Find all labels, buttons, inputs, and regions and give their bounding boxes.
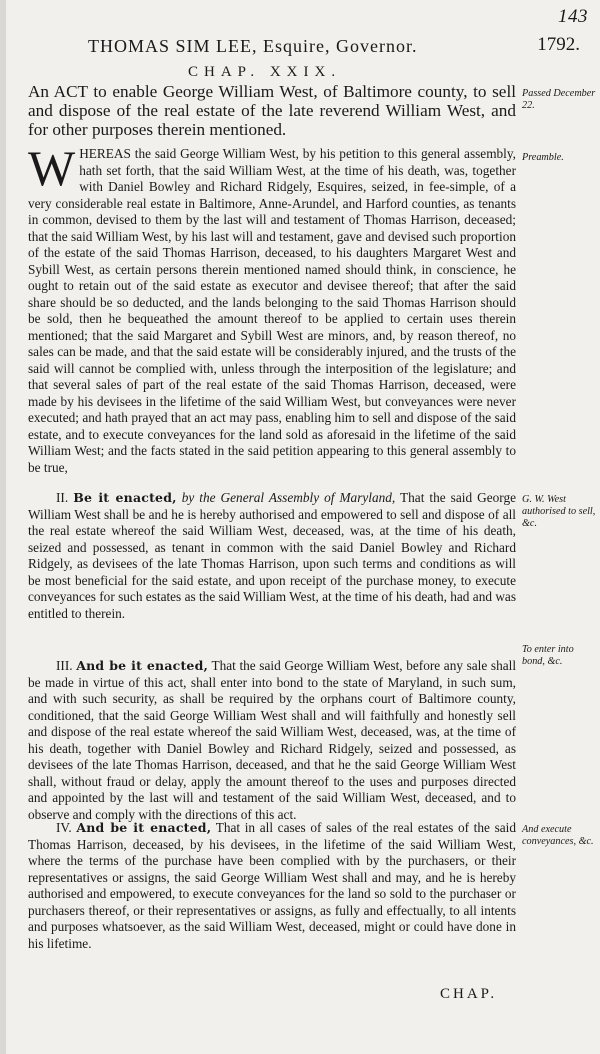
enacting-clause: Be it enacted, <box>73 490 177 505</box>
enacting-clause: And be it enacted, <box>76 820 212 835</box>
preamble <box>28 140 516 476</box>
margin-note-section-4: And execute conveyances, &c. <box>522 824 594 847</box>
margin-note-section-3: To enter into bond, &c. <box>522 644 574 667</box>
authority-clause: by the General Assembly of Maryland, <box>181 490 396 505</box>
section-3 <box>28 658 516 823</box>
section-number: IV. <box>56 820 72 835</box>
margin-note-preamble: Preamble. <box>522 152 564 163</box>
section-text: That the said George William West shall be and he is hereby authorised and empowered to sell and dispose of all the real estate whereof the said William West, deceased, was, at the time of his death, seized and possessed, as tenant in common with the said Daniel Bowley and Richard Ridgely, as devisees of the late Thomas Harrison, upon such terms and conditions as will be most beneficial for the said estate, and upon receipt of the purchase money, to execute conveyances for such estates as the said William West, at the time of his death, had and was entitled to therein. <box>28 490 516 621</box>
running-head-year: 1792. <box>537 34 580 55</box>
preamble-text: HEREAS the said George William West, by his petition to this general assembly, hath set forth, that the said William West, at the time of his death, was, together with Daniel Bowley and Richard Ridgely, Esquires, seized, in fee-simple, of a very considerable real estate in Baltimore, Anne-Arundel, and Harford counties, as tenants in common, devised to them by the last will and testament of Thomas Harrison, deceased; that the said William West, by his last will and testament, gave and devised such proportion of the estate of the said Thomas Harrison, deceased, to his daughters Margaret West and Sybill West, as certain persons therein mentioned named should think, in conscience, he ought to retain out of the said estate as executor and devisee thereof; that after the said share should be so deducted, and the lands belonging to the said Thomas Harrison should be sold, then he bequeathed the amount thereof to be applied to certain uses therein mentioned; that the said Margaret and Sybill West are minors, and, by reason thereof, no sales can be made, and that the said estate will be considerably injured, and the trusts of the said will cannot be complied with, unless through the interposition of the legislature; and that several sales of part of the real estate of the said Thomas Harrison, deceased, were made by his devisees in the lifetime of the said William West, but conveyances were never executed; and hath prayed that an act may pass, enabling him to sell and dispose of the said estate, and to execute conveyances for the land sold as aforesaid in the lifetime of the said William West; and the facts stated in the said petition appearing to this general assembly to be true, <box>28 146 516 475</box>
chapter-heading: CHAP. XXIX. <box>188 64 342 80</box>
act-title: An ACT to enable George William West, of Baltimore county, to sell and dispose of the real estate of the late reverend William West, and for other purposes therein mentioned. <box>28 82 516 139</box>
section-4 <box>28 820 516 952</box>
section-text: That in all cases of sales of the real estates of the said Thomas Harrison, deceased, by his devisees, in the lifetime of the said William West, where the terms of the purchase have been complied with by the purchasers, or their representatives or assigns, the said George William West shall and may, and he is hereby authorised and empowered, to execute conveyances for the land so sold to the purchaser or purchasers thereof, or their representatives or assigns, as fully and effectually, to all intents and purposes whatsoever, as the said William West, deceased, might or could have done in his lifetime. <box>28 820 516 951</box>
margin-note-passed: Passed December 22. <box>522 88 596 111</box>
section-number: III. <box>56 658 73 673</box>
running-head: THOMAS SIM LEE, Esquire, Governor. <box>88 36 418 56</box>
section-number: II. <box>56 490 69 505</box>
section-2 <box>28 490 516 622</box>
margin-note-section-2: G. W. West authorised to sell, &c. <box>522 494 596 529</box>
enacting-clause: And be it enacted, <box>76 658 209 673</box>
page-number: 143 <box>558 6 588 27</box>
drop-cap: W <box>28 140 76 196</box>
section-text: That the said George William West, before any sale shall be made in virtue of this act, shall enter into bond to the state of Maryland, in such sum, and with such security, as shall be required by the orphans court of Baltimore county, conditioned, that the said George William West shall and will faithfully and honestly sell and dispose of the real estate whereof the said William West, deceased, was, at the time of his death, together with Daniel Bowley and Richard Ridgely, seized and possessed, as devisees of the late Thomas Harrison, deceased, and that he the said George William West shall, without fraud or delay, apply the amount thereof to the uses and purposes directed and appointed by the last will and testament of the said William West, deceased, and to observe and comply with the directions of this act. <box>28 658 517 822</box>
catchword: CHAP. <box>440 986 498 1002</box>
